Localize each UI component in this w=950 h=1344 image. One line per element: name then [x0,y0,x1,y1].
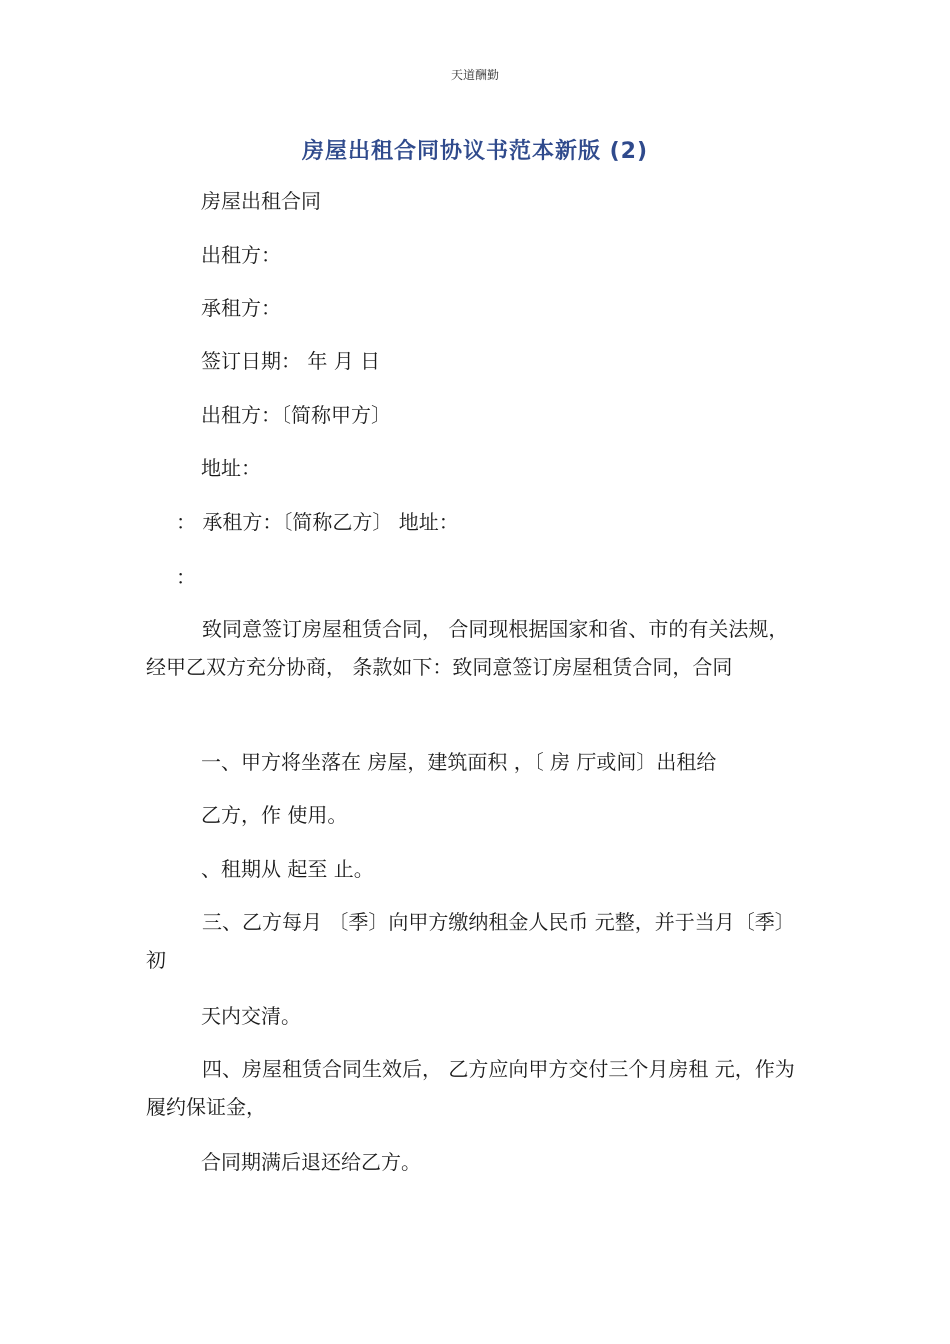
clause-three-cont: 天内交清。 [201,1004,301,1028]
party-a-address: 地址： [201,456,261,480]
sign-date-line: 签订日期： 年 月 日 [201,349,381,373]
clause-three: 三、乙方每月 〔季〕向甲方缴纳租金人民币 元整，并于当月〔季〕初 [146,910,795,972]
contract-heading: 房屋出租合同 [201,189,321,213]
party-b-address: ： [176,565,196,589]
page-header: 天道酬勤 [450,68,499,82]
lessor-line: 出租方： [201,243,281,267]
clause-one-cont: 乙方，作 使用。 [201,803,348,827]
clause-four-cont: 合同期满后退还给乙方。 [201,1150,421,1174]
party-a-line: 出租方：〔简称甲方〕 [201,403,391,427]
lessee-line: 承租方： [201,296,281,320]
clause-two: 、租期从 起至 止。 [201,857,374,881]
clause-one: 一、甲方将坐落在 房屋，建筑面积 ，〔 房 厅或间〕出租给 [201,750,717,774]
clause-four: 四、房屋租赁合同生效后， 乙方应向甲方交付三个月房租 元，作为履约保证金， [146,1057,795,1119]
document-title: 房屋出租合同协议书范本新版 (2) [301,139,649,164]
party-b-line: ： 承租方：〔简称乙方〕 地址： [176,510,459,534]
intro-paragraph: 致同意签订房屋租赁合同， 合同现根据国家和省、市的有关法规，经甲乙双方充分协商， 条款如下：致同意签订房屋租赁合同，合同 [146,617,789,679]
